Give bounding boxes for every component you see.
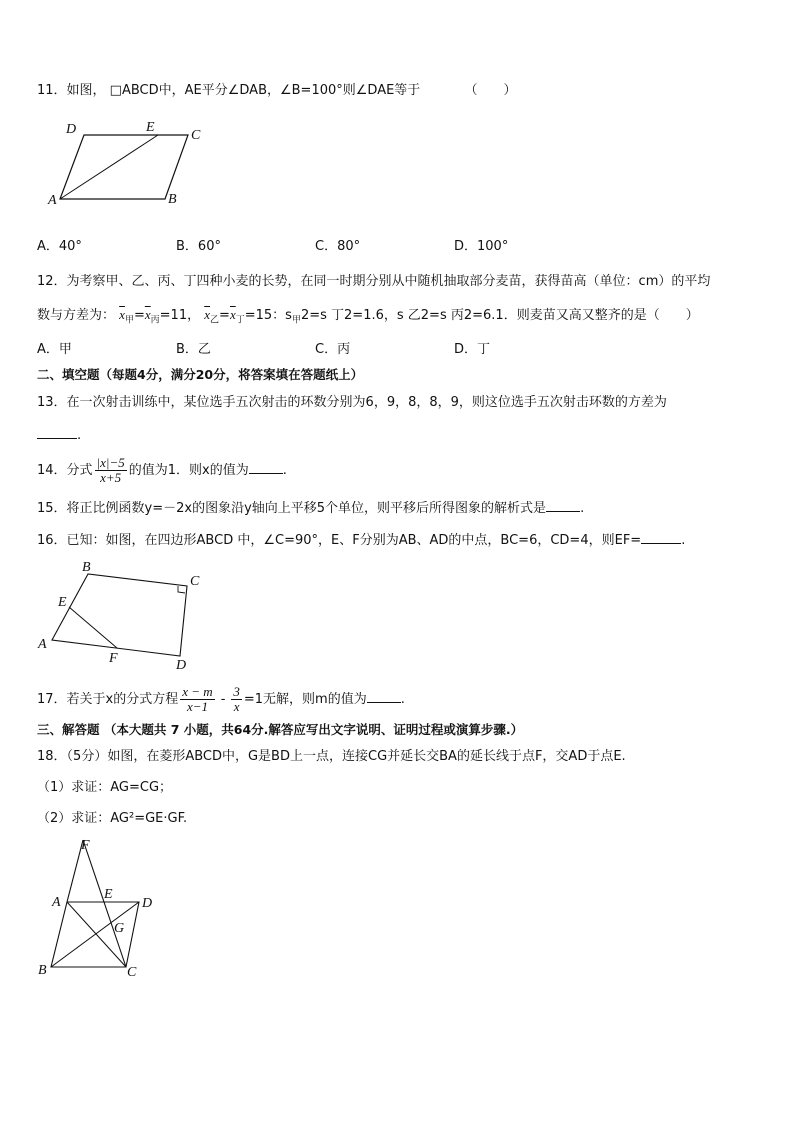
q14-blank[interactable] <box>249 461 283 474</box>
q16-label-b: B <box>82 560 91 575</box>
q11-label-c: C <box>191 128 201 143</box>
q12-sub-bing: 丙 <box>150 315 160 326</box>
q12-option-a: A．甲 <box>37 342 72 357</box>
q12-xbar-bing: $\overline{x}$ <box>144 307 151 322</box>
section-3-heading: 三、解答题 （本大题共 7 小题，共64分.解答应写出文字说明、证明过程或演算步骤.） <box>37 722 524 737</box>
q15-text: 15．将正比例函数y=－2x的图象沿y轴向上平移5个单位，则平移后所得图象的解析式是 <box>37 501 547 516</box>
q14-line <box>37 454 287 488</box>
q16-label-d: D <box>176 658 187 673</box>
q18-figure <box>30 832 170 982</box>
q14-numerator: |x|−5 <box>96 455 125 470</box>
q15-end: . <box>580 501 585 516</box>
q11-option-a: A．40° <box>37 239 82 254</box>
q13-text: 13．在一次射击训练中，某位选手五次射击的环数分别为6，9，8，8，9，则这位选手五次射击环数的方差为 <box>37 395 667 410</box>
q16-figure <box>32 558 212 673</box>
q17-prefix: 17．若关于x的分式方程 <box>37 692 179 707</box>
q14-prefix: 14．分式 <box>37 463 93 478</box>
q12-sub-yi: 乙 <box>210 315 220 326</box>
q14-denominator: x+5 <box>100 470 122 485</box>
q17-fraction-1 <box>180 685 214 714</box>
q17-denominator-2: x <box>233 699 240 714</box>
q12-sub-ding: 丁 <box>235 315 245 326</box>
q13-end: . <box>77 428 82 443</box>
q18-part1: （1）求证：AG=CG； <box>37 780 173 795</box>
q17-line <box>37 680 405 720</box>
q18-label-g: G <box>114 921 125 936</box>
q16-label-a: A <box>38 637 47 652</box>
q17-blank[interactable] <box>367 690 401 703</box>
q17-end: . <box>400 692 405 707</box>
q13-answer-line <box>37 426 81 445</box>
q18-label-c: C <box>127 965 137 980</box>
q11-option-b: B．60° <box>176 239 221 254</box>
q17-numerator-2: 3 <box>233 684 240 699</box>
q17-numerator-1: x − m <box>182 684 213 699</box>
q11-label-d: D <box>66 122 77 137</box>
q12-line2: 数与方差为： $\overline{x}_甲=\overline{x}_丙=11$， $\overline{x}_乙=\overline{x}_丁=15$：$s_甲2=s$ 丁2=1.6，s 乙2=s 丙2=6.1．则麦苗又高又整齐的是（ ） <box>37 307 699 326</box>
q12-xbar-jia: $\overline{x}$ <box>119 307 125 322</box>
q16-label-e: E <box>58 595 67 610</box>
q18-label-b: B <box>38 963 47 978</box>
q12-option-c: C．丙 <box>315 342 351 357</box>
q12-xbar-ding: $\overline{x}$ <box>229 307 236 322</box>
q11-figure <box>40 115 220 215</box>
q18-label-e: E <box>104 887 113 902</box>
q17-fraction-2 <box>231 685 242 714</box>
q17-denominator-1: x−1 <box>186 699 208 714</box>
q11-label-e: E <box>146 120 155 135</box>
q18-label-f: F <box>81 838 90 853</box>
q16-end: . <box>681 533 686 548</box>
q15-line <box>37 499 584 518</box>
q16-line <box>37 531 685 550</box>
q11-text: 11．如图， □ABCD中，AE平分∠DAB，∠B=100°则∠DAE等于 <box>37 83 421 98</box>
q12-eq2: =15：s <box>244 308 292 323</box>
q18-text: 18．（5分）如图，在菱形ABCD中，G是BD上一点，连接CG并延长交BA的延长线于点F，交AD于点E. <box>37 749 626 764</box>
q16-label-c: C <box>190 574 200 589</box>
q11-label-b: B <box>168 192 177 207</box>
q12-eq1: =11， <box>159 308 201 323</box>
q14-fraction <box>95 456 127 485</box>
q16-blank[interactable] <box>641 531 681 544</box>
q11-stem <box>37 82 516 100</box>
q11-label-a: A <box>48 193 57 208</box>
q12-option-b: B．乙 <box>176 342 211 357</box>
q18-part2: （2）求证：AG²=GE·GF. <box>37 811 188 826</box>
q11-option-d: D．100° <box>454 239 509 254</box>
q12-xbar-yi: $\overline{x}$ <box>204 307 211 322</box>
q12-sub-jia: 甲 <box>124 315 134 326</box>
q11-option-c: C．80° <box>315 239 361 254</box>
q14-end: . <box>282 463 287 478</box>
q16-label-f: F <box>109 651 118 666</box>
q13-blank[interactable] <box>37 426 77 439</box>
section-2-heading: 二、填空题（每题4分，满分20分，将答案填在答题纸上） <box>37 367 364 382</box>
q17-minus: - <box>220 692 226 707</box>
q17-suffix: =1无解，则m的值为 <box>243 692 367 707</box>
q12-prefix: 数与方差为： <box>37 308 116 323</box>
q14-suffix: 的值为1．则x的值为 <box>128 463 249 478</box>
q12-option-d: D．丁 <box>454 342 491 357</box>
q16-text: 16．已知：如图，在四边形ABCD 中，∠C=90°，E、F分别为AB、AD的中点，BC=6，CD=4，则EF= <box>37 533 642 548</box>
q12-line1: 12．为考察甲、乙、丙、丁四种小麦的长势，在同一时期分别从中随机抽取部分麦苗，获得苗高（单位：cm）的平均 <box>37 274 711 289</box>
q15-blank[interactable] <box>546 499 580 512</box>
q12-rest: 2=s 丁2=1.6，s 乙2=s 丙2=6.1．则麦苗又高又整齐的是（ ） <box>300 308 699 323</box>
q11-answer-paren: （ ） <box>464 83 517 98</box>
q18-label-d: D <box>142 896 153 911</box>
q18-label-a: A <box>52 895 61 910</box>
